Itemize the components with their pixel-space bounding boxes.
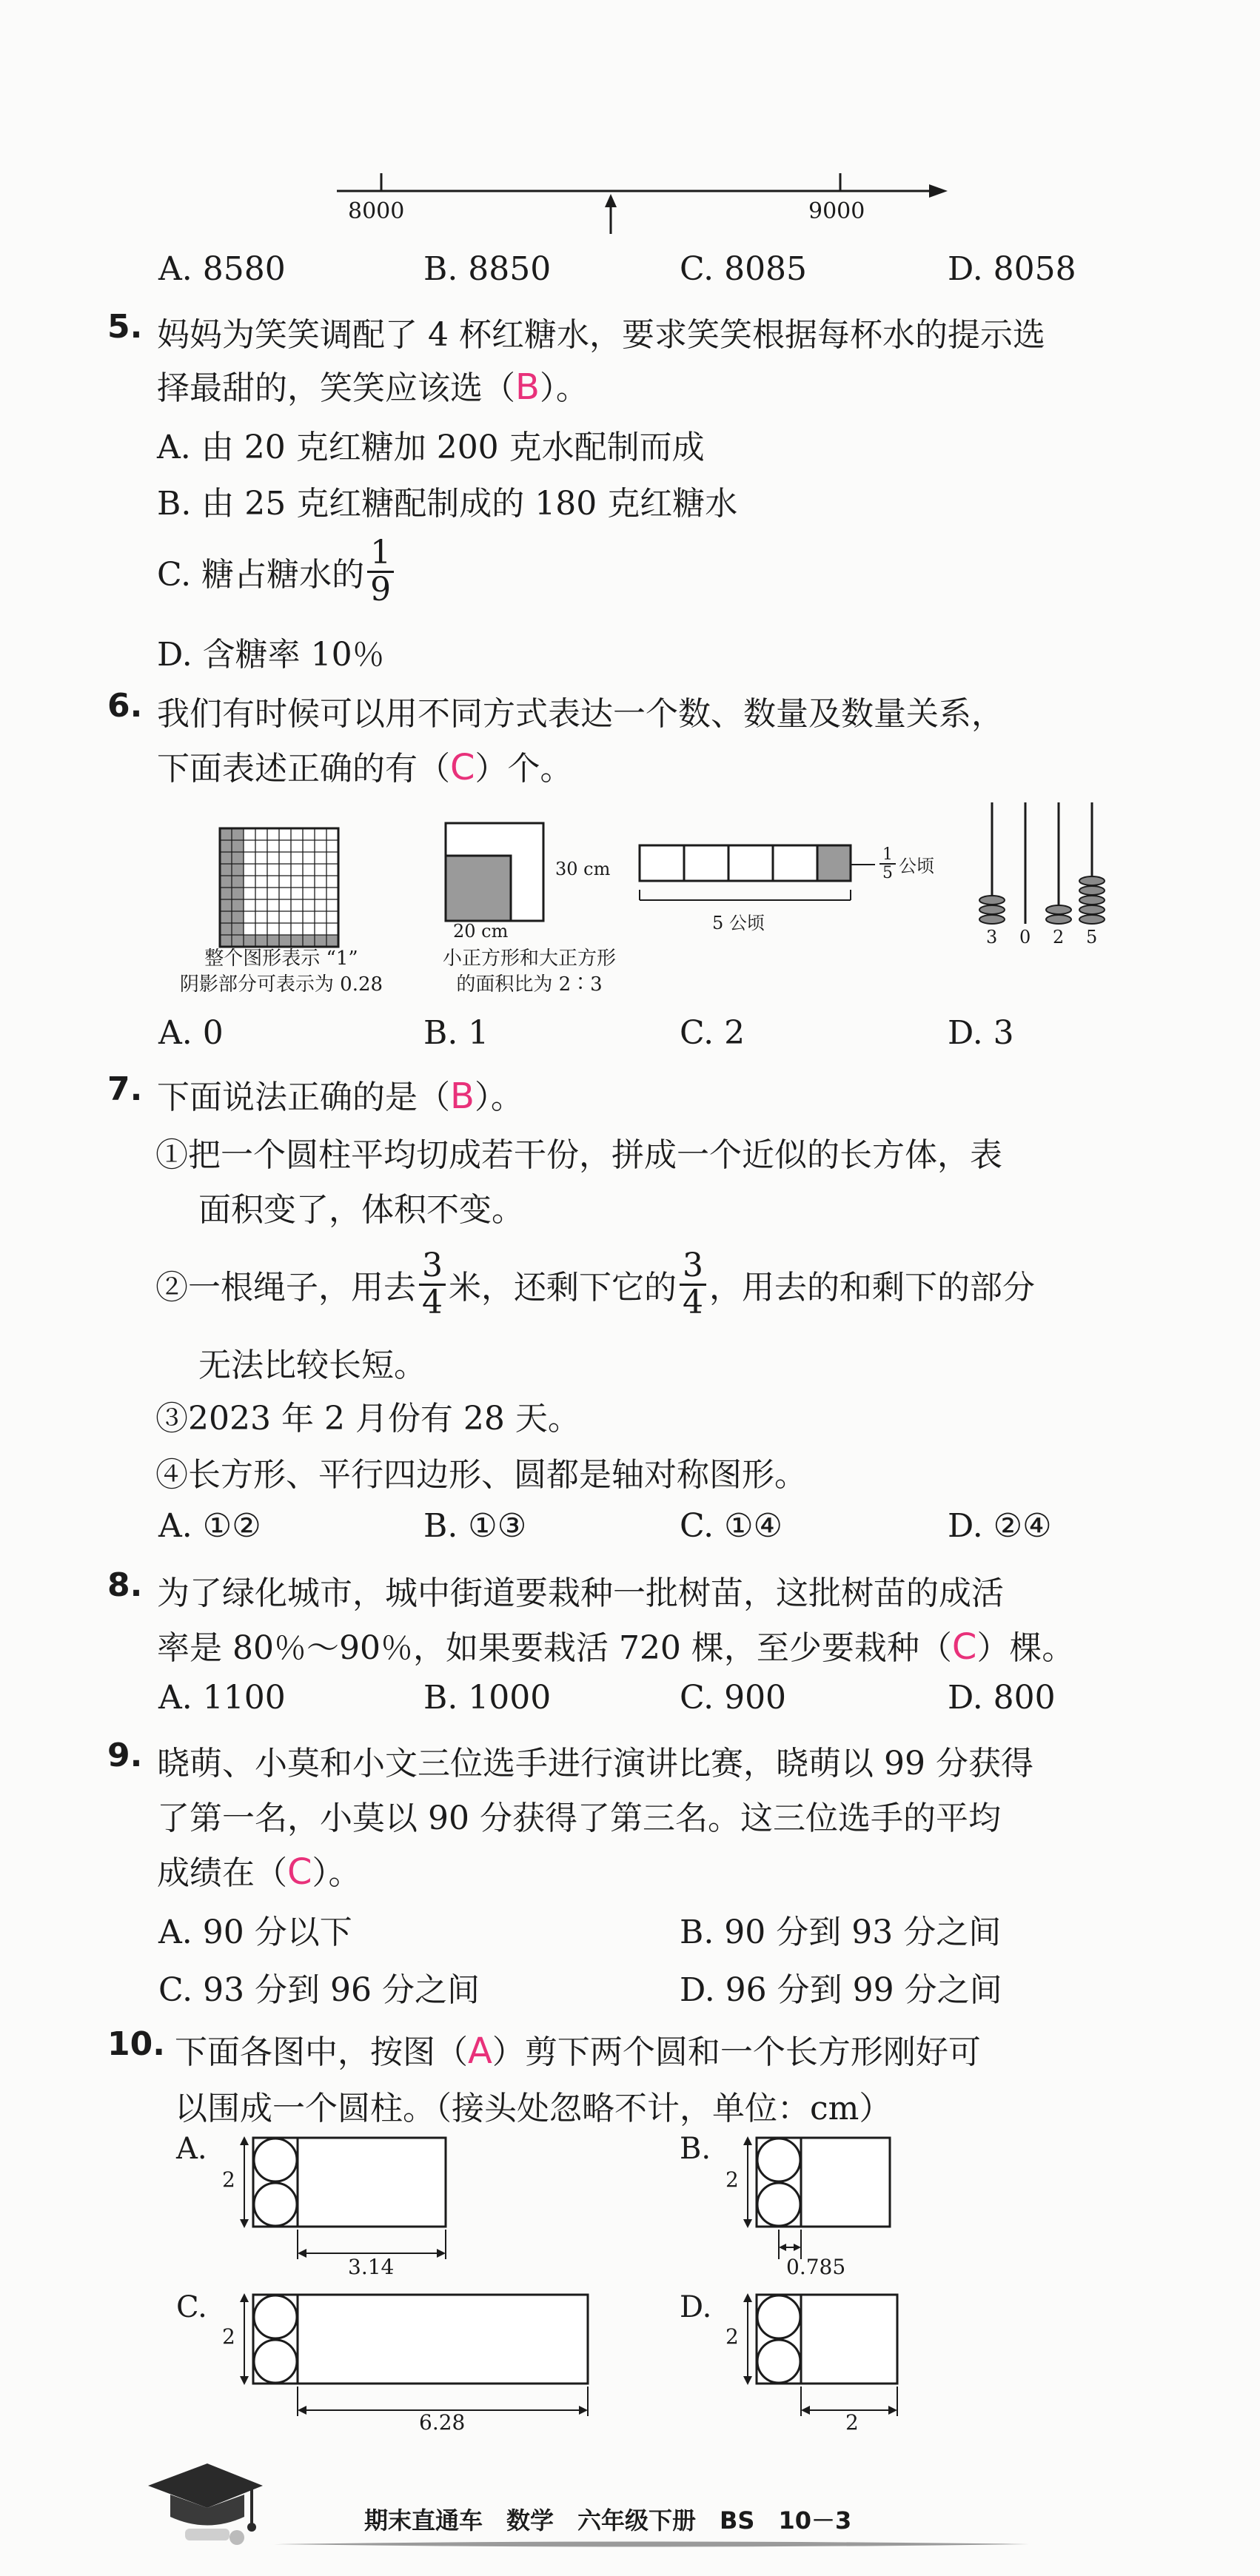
- q7-option-d[interactable]: D. ②④: [948, 1507, 1052, 1545]
- fig-a-label: A.: [176, 2132, 207, 2166]
- q9-number: 9.: [107, 1737, 143, 1774]
- abacus-digit-2: 0: [1019, 927, 1031, 947]
- squares-figure: [444, 822, 548, 925]
- net-figure-b: [725, 2135, 903, 2268]
- q5-option-d[interactable]: D. 含糖率 10％: [157, 636, 385, 674]
- q6-answer: C: [450, 747, 475, 788]
- q7-statement-2b: 无法比较长短。: [198, 1346, 426, 1384]
- q4-option-c[interactable]: C. 8085: [680, 250, 808, 288]
- q9-option-b[interactable]: B. 90 分到 93 分之间: [680, 1913, 1002, 1951]
- fig-c-height: 2: [222, 2324, 235, 2349]
- q7-statement-1a: ①把一个圆柱平均切成若干份，拼成一个近似的长方体，表: [155, 1136, 1002, 1174]
- q5-answer: B: [515, 366, 540, 408]
- q7-number: 7.: [107, 1070, 143, 1108]
- fig-c-width: 6.28: [419, 2410, 466, 2435]
- fig-d-label: D.: [680, 2290, 712, 2324]
- q8-stem-line2: 率是 80％～90％，如果要栽活 720 棵，至少要栽种（C）棵。: [157, 1626, 1075, 1668]
- fig-c-label: C.: [176, 2290, 207, 2324]
- net-figure-c: [222, 2292, 607, 2425]
- footer-underline: [274, 2540, 1029, 2548]
- hectare-pointer-line: [851, 861, 877, 868]
- q10-number: 10.: [107, 2025, 165, 2063]
- fig-b-height: 2: [725, 2167, 739, 2192]
- q9-stem-line1: 晓萌、小莫和小文三位选手进行演讲比赛，晓萌以 99 分获得: [157, 1745, 1033, 1782]
- q9-option-c[interactable]: C. 93 分到 96 分之间: [158, 1971, 480, 2009]
- figure2-caption: 小正方形和大正方形 的面积比为 2∶3: [442, 947, 616, 996]
- hundred-grid-figure: [218, 827, 344, 953]
- q7-option-a[interactable]: A. ①②: [158, 1507, 261, 1545]
- label-20cm: 20 cm: [453, 921, 509, 942]
- q6-number: 6.: [107, 687, 143, 725]
- label-5-hectare: 5 公顷: [712, 913, 765, 933]
- footer-text: 期末直通车 数学 六年级下册 BS 10－3: [364, 2506, 852, 2535]
- abacus-digit-3: 2: [1053, 927, 1065, 947]
- fig-b-width: 0.785: [786, 2255, 846, 2279]
- q6-option-a[interactable]: A. 0: [158, 1014, 224, 1052]
- q8-answer: C: [951, 1626, 977, 1668]
- q7-statement-2: ②一根绳子，用去 $\frac{3}{4}$ 米，还剩下它的 $\frac{3}{4}$ ，用去的和剩下的部分: [155, 1247, 1035, 1321]
- q10-answer: A: [468, 2030, 492, 2072]
- numberline-right-label: 9000: [808, 198, 865, 224]
- fig-d-height: 2: [725, 2324, 739, 2349]
- q5-option-b[interactable]: B. 由 25 克红糖配制成的 180 克红糖水: [157, 485, 738, 523]
- q10-stem-line1: 下面各图中，按图（A）剪下两个圆和一个长方形刚好可: [175, 2030, 981, 2072]
- q6-option-b[interactable]: B. 1: [423, 1014, 489, 1052]
- number-line: [326, 163, 962, 237]
- q7-statement-4: ④长方形、平行四边形、圆都是轴对称图形。: [155, 1456, 807, 1494]
- fig-a-width: 3.14: [348, 2255, 395, 2279]
- q4-option-a[interactable]: A. 8580: [158, 250, 286, 288]
- q9-option-d[interactable]: D. 96 分到 99 分之间: [680, 1971, 1002, 2009]
- q8-number: 8.: [107, 1566, 143, 1604]
- q8-stem-line1: 为了绿化城市，城中街道要栽种一批树苗，这批树苗的成活: [157, 1574, 1004, 1612]
- q10-stem-line2: 以围成一个圆柱。（接头处忽略不计，单位：cm）: [175, 2090, 892, 2127]
- q7-stem: 下面说法正确的是（B）。: [157, 1076, 523, 1117]
- abacus-digit-4: 5: [1086, 927, 1098, 947]
- q5-option-a[interactable]: A. 由 20 克红糖加 200 克水配制而成: [157, 429, 705, 466]
- net-figure-d: [725, 2292, 911, 2425]
- q7-answer: B: [450, 1076, 475, 1117]
- q5-number: 5.: [107, 308, 143, 346]
- label-fifth-hectare: $\frac{1}{5}$ 公顷: [877, 846, 934, 882]
- graduation-cap-icon: [141, 2456, 267, 2552]
- q8-option-c[interactable]: C. 900: [680, 1679, 787, 1717]
- q8-option-b[interactable]: B. 1000: [423, 1679, 552, 1717]
- fig-a-height: 2: [222, 2167, 235, 2192]
- fig-d-width: 2: [845, 2410, 859, 2435]
- q6-option-c[interactable]: C. 2: [680, 1014, 745, 1052]
- abacus-digit-1: 3: [986, 927, 998, 947]
- q5-stem-line2: 择最甜的，笑笑应该选（B）。: [157, 366, 589, 408]
- q5-stem-line1: 妈妈为笑笑调配了 4 杯红糖水，要求笑笑根据每杯水的提示选: [157, 316, 1045, 354]
- q9-stem-line2: 了第一名，小莫以 90 分获得了第三名。这三位选手的平均: [157, 1799, 1001, 1837]
- q5-fraction: $\frac{1}{9}$: [367, 536, 394, 606]
- q4-option-d[interactable]: D. 8058: [948, 250, 1076, 288]
- q9-option-a[interactable]: A. 90 分以下: [158, 1913, 352, 1951]
- q9-answer: C: [287, 1851, 312, 1893]
- q7-option-b[interactable]: B. ①③: [423, 1507, 527, 1545]
- fig-b-label: B.: [680, 2132, 711, 2166]
- label-30cm: 30 cm: [555, 859, 611, 879]
- figure1-caption: 整个图形表示 “1” 阴影部分可表示为 0.28: [179, 947, 383, 996]
- abacus-figure: [970, 801, 1118, 927]
- q4-option-b[interactable]: B. 8850: [423, 250, 552, 288]
- q7-statement-3: ③2023 年 2 月份有 28 天。: [155, 1400, 580, 1438]
- net-figure-a: [222, 2135, 459, 2268]
- q6-option-d[interactable]: D. 3: [948, 1014, 1014, 1052]
- q7-option-c[interactable]: C. ①④: [680, 1507, 783, 1545]
- q8-option-a[interactable]: A. 1100: [158, 1679, 286, 1717]
- q8-option-d[interactable]: D. 800: [948, 1679, 1056, 1717]
- q5-option-c[interactable]: C. 糖占糖水的 $\frac{1}{9}$: [157, 534, 397, 608]
- q7-statement-1b: 面积变了，体积不变。: [198, 1191, 524, 1229]
- q9-stem-line3: 成绩在（C）。: [157, 1851, 361, 1893]
- q6-stem-line2: 下面表述正确的有（C）个。: [157, 747, 573, 788]
- q6-stem-line1: 我们有时候可以用不同方式表达一个数、数量及数量关系，: [157, 695, 1004, 733]
- numberline-left-label: 8000: [348, 198, 405, 224]
